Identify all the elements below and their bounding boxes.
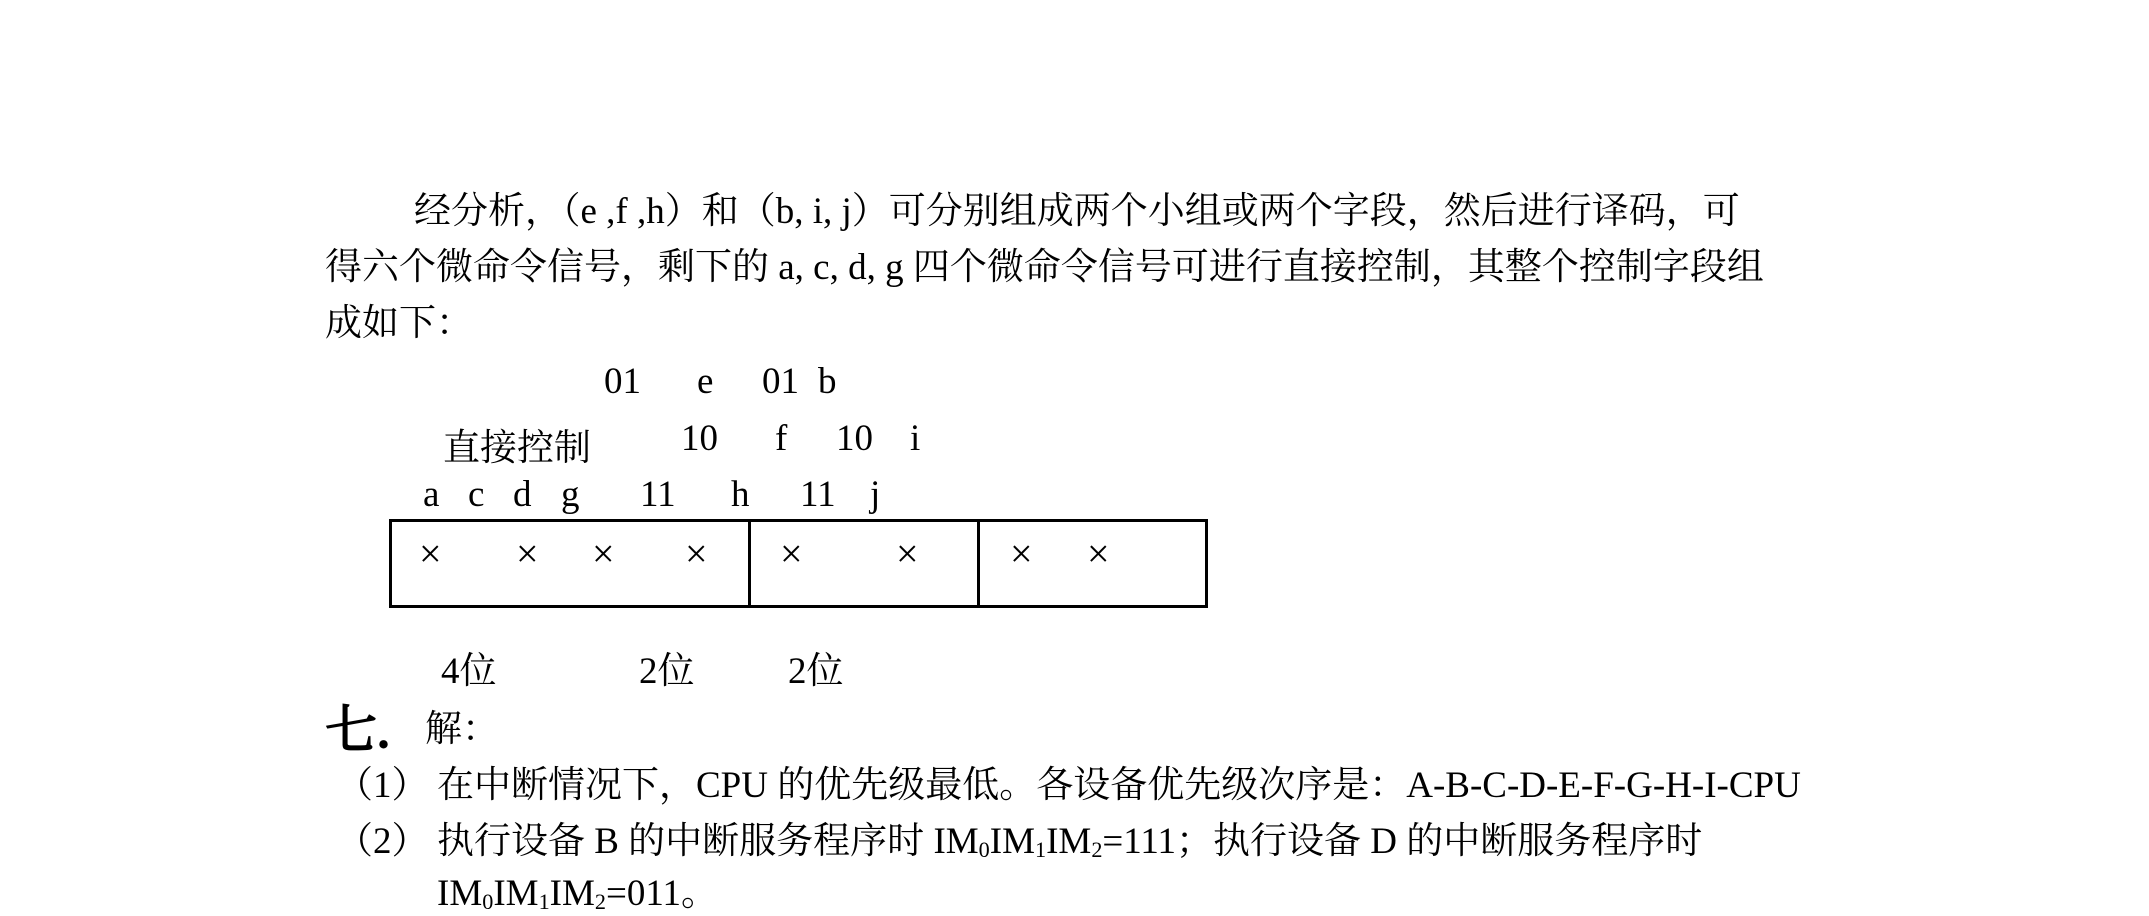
direct-signal-d: d xyxy=(513,474,532,515)
direct-control-label: 直接控制 xyxy=(443,428,591,469)
direct-signal-a: a xyxy=(423,474,440,515)
bit-mark: × xyxy=(419,531,442,576)
item-2-end: 。 xyxy=(680,873,718,914)
bit-mark: × xyxy=(685,531,708,576)
group1-signal-f: f xyxy=(775,418,788,459)
mask-b: $IM_0IM_1IM_2=111$ xyxy=(933,821,1177,862)
bit-mark: × xyxy=(896,531,919,576)
intro-line-2: 得六个微命令信号，剩下的 a, c, d, g 四个微命令信号可进行直接控制，其整个控制字段组 xyxy=(325,247,1764,288)
group1-code-11: 11 xyxy=(640,474,676,515)
mask-d: $IM_0IM_1IM_2=011$ xyxy=(437,873,681,914)
group2-signal-j: j xyxy=(870,474,881,515)
group1-signal-e: e xyxy=(697,361,714,402)
bit-mark: × xyxy=(592,531,615,576)
bit-mark: × xyxy=(1087,531,1110,576)
item-2-text-b: ；执行设备 D 的中断服务程序时 xyxy=(1176,821,1703,862)
direct-signal-c: c xyxy=(468,474,485,515)
section-title: 解： xyxy=(425,709,499,750)
item-2-number: （2） xyxy=(336,821,429,862)
item-1-number: （1） xyxy=(336,765,429,806)
intro-line-1: 经分析，（e ,f ,h）和（b, i, j）可分别组成两个小组或两个字段，然后进行译码，可 xyxy=(414,191,1740,232)
group2-code-11: 11 xyxy=(800,474,836,515)
intro-line-3: 成如下： xyxy=(325,303,473,344)
width-label-direct: 4位 xyxy=(441,651,497,692)
section-number: 七. xyxy=(325,703,391,760)
group1-signal-h: h xyxy=(731,474,750,515)
group1-code-01: 01 xyxy=(604,361,641,402)
group2-code-10: 10 xyxy=(836,418,873,459)
item-2-line-2 xyxy=(437,862,718,916)
bit-mark: × xyxy=(1010,531,1033,576)
group2-signal-i: i xyxy=(910,418,921,459)
group2-signal-b: b xyxy=(818,361,837,402)
bit-mark: × xyxy=(516,531,539,576)
item-2-text-a: 执行设备 B 的中断服务程序时 xyxy=(437,821,934,862)
bit-mark: × xyxy=(780,531,803,576)
direct-signal-g: g xyxy=(561,474,580,515)
group2-code-01: 01 xyxy=(762,361,799,402)
width-label-group1: 2位 xyxy=(639,651,695,692)
item-2-line-1 xyxy=(437,810,1702,864)
group1-code-10: 10 xyxy=(681,418,718,459)
width-label-group2: 2位 xyxy=(788,651,844,692)
item-1-text: 在中断情况下，CPU 的优先级最低。各设备优先级次序是：A-B-C-D-E-F-G-H-I-CPU xyxy=(437,765,1801,806)
